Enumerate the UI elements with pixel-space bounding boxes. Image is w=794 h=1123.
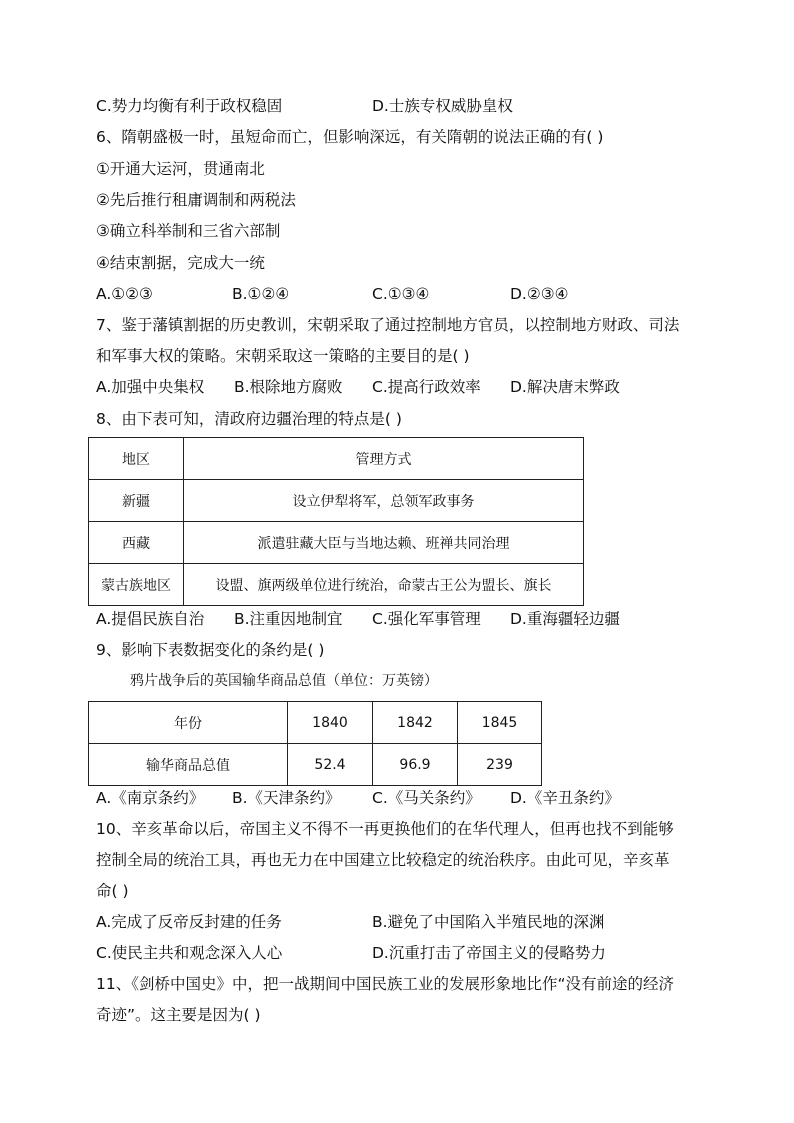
table-header-cell: 管理方式 xyxy=(184,438,584,480)
q6-options-row xyxy=(96,284,714,304)
q10-option-b: B.避免了中国陷入半殖民地的深渊 xyxy=(372,913,605,931)
q10-option-c: C.使民主共和观念深入人心 xyxy=(96,944,283,962)
q10-stem-line3: 命( ) xyxy=(96,882,129,900)
q8-option-b: B.注重因地制宜 xyxy=(234,610,343,628)
q6-option-c: C.①③④ xyxy=(372,285,430,303)
q5-options-row xyxy=(96,96,714,116)
q6-option-d: D.②③④ xyxy=(510,285,569,303)
q7-option-d: D.解决唐末弊政 xyxy=(510,378,620,396)
q9-stem: 9、影响下表数据变化的条约是( ) xyxy=(96,641,325,659)
q7-stem-line1: 7、鉴于藩镇割据的历史教训，宋朝采取了通过控制地方官员，以控制地方财政、司法 xyxy=(96,316,680,334)
q8-option-c: C.强化军事管理 xyxy=(372,610,481,628)
q9-option-d: D.《辛丑条约》 xyxy=(510,789,620,807)
table-header-row xyxy=(89,438,584,480)
table-row xyxy=(89,522,584,564)
q6-item-4: ④结束割据，完成大一统 xyxy=(96,254,265,272)
table-cell: 设立伊犁将军，总领军政事务 xyxy=(184,480,584,522)
q7-options-row xyxy=(96,377,714,397)
q7-option-a: A.加强中央集权 xyxy=(96,378,205,396)
q7-option-b: B.根除地方腐败 xyxy=(234,378,343,396)
q7-stem-line2: 和军事大权的策略。宋朝采取这一策略的主要目的是( ) xyxy=(96,347,470,365)
q11-stem-line2: 奇迹”。这主要是因为( ) xyxy=(96,1006,261,1024)
table-cell: 52.4 xyxy=(288,744,373,786)
table-cell: 96.9 xyxy=(373,744,458,786)
q10-option-d: D.沉重打击了帝国主义的侵略势力 xyxy=(372,944,606,962)
q9-option-c: C.《马关条约》 xyxy=(372,789,481,807)
table-cell: 新疆 xyxy=(89,480,184,522)
table-header-cell: 地区 xyxy=(89,438,184,480)
table-cell: 年份 xyxy=(89,702,288,744)
table-cell: 设盟、旗两级单位进行统治，命蒙古王公为盟长、旗长 xyxy=(184,564,584,606)
q6-item-2: ②先后推行租庸调制和两税法 xyxy=(96,191,296,209)
table-cell: 派遣驻藏大臣与当地达赖、班禅共同治理 xyxy=(184,522,584,564)
q10-stem-line2: 控制全局的统治工具，再也无力在中国建立比较稳定的统治秩序。由此可见，辛亥革 xyxy=(96,851,670,869)
q8-option-a: A.提倡民族自治 xyxy=(96,610,205,628)
table-cell: 1845 xyxy=(458,702,542,744)
q8-stem: 8、由下表可知，清政府边疆治理的特点是( ) xyxy=(96,410,402,428)
q6-stem: 6、隋朝盛极一时，虽短命而亡，但影响深远，有关隋朝的说法正确的有( ) xyxy=(96,128,604,146)
table-cell: 西藏 xyxy=(89,522,184,564)
table-cell: 蒙古族地区 xyxy=(89,564,184,606)
table-row xyxy=(89,480,584,522)
q9-table-caption: 鸦片战争后的英国输华商品总值（单位：万英镑） xyxy=(130,673,438,689)
table-cell: 239 xyxy=(458,744,542,786)
table-cell: 输华商品总值 xyxy=(89,744,288,786)
table-cell: 1842 xyxy=(373,702,458,744)
q6-item-3: ③确立科举制和三省六部制 xyxy=(96,222,281,240)
q9-table xyxy=(88,701,542,786)
table-row xyxy=(89,702,542,744)
table-row xyxy=(89,564,584,606)
q8-table xyxy=(88,437,584,606)
q6-option-b: B.①②④ xyxy=(232,285,290,303)
q9-option-b: B.《天津条约》 xyxy=(232,789,341,807)
q5-option-d: D.士族专权威胁皇权 xyxy=(372,97,513,115)
q6-option-a: A.①②③ xyxy=(96,285,153,303)
q10-options-row2 xyxy=(96,943,714,963)
q6-item-1: ①开通大运河，贯通南北 xyxy=(96,160,265,178)
q9-option-a: A.《南京条约》 xyxy=(96,789,205,807)
q11-stem-line1: 11、《剑桥中国史》中，把一战期间中国民族工业的发展形象地比作“没有前途的经济 xyxy=(96,975,675,993)
q9-options-row xyxy=(96,788,714,808)
q5-option-c: C.势力均衡有利于政权稳固 xyxy=(96,97,283,115)
q8-options-row xyxy=(96,609,714,629)
table-cell: 1840 xyxy=(288,702,373,744)
q10-option-a: A.完成了反帝反封建的任务 xyxy=(96,913,282,931)
q10-options-row1 xyxy=(96,912,714,932)
q10-stem-line1: 10、辛亥革命以后，帝国主义不得不一再更换他们的在华代理人，但再也找不到能够 xyxy=(96,820,674,838)
q8-option-d: D.重海疆轻边疆 xyxy=(510,610,620,628)
table-row xyxy=(89,744,542,786)
q7-option-c: C.提高行政效率 xyxy=(372,378,481,396)
